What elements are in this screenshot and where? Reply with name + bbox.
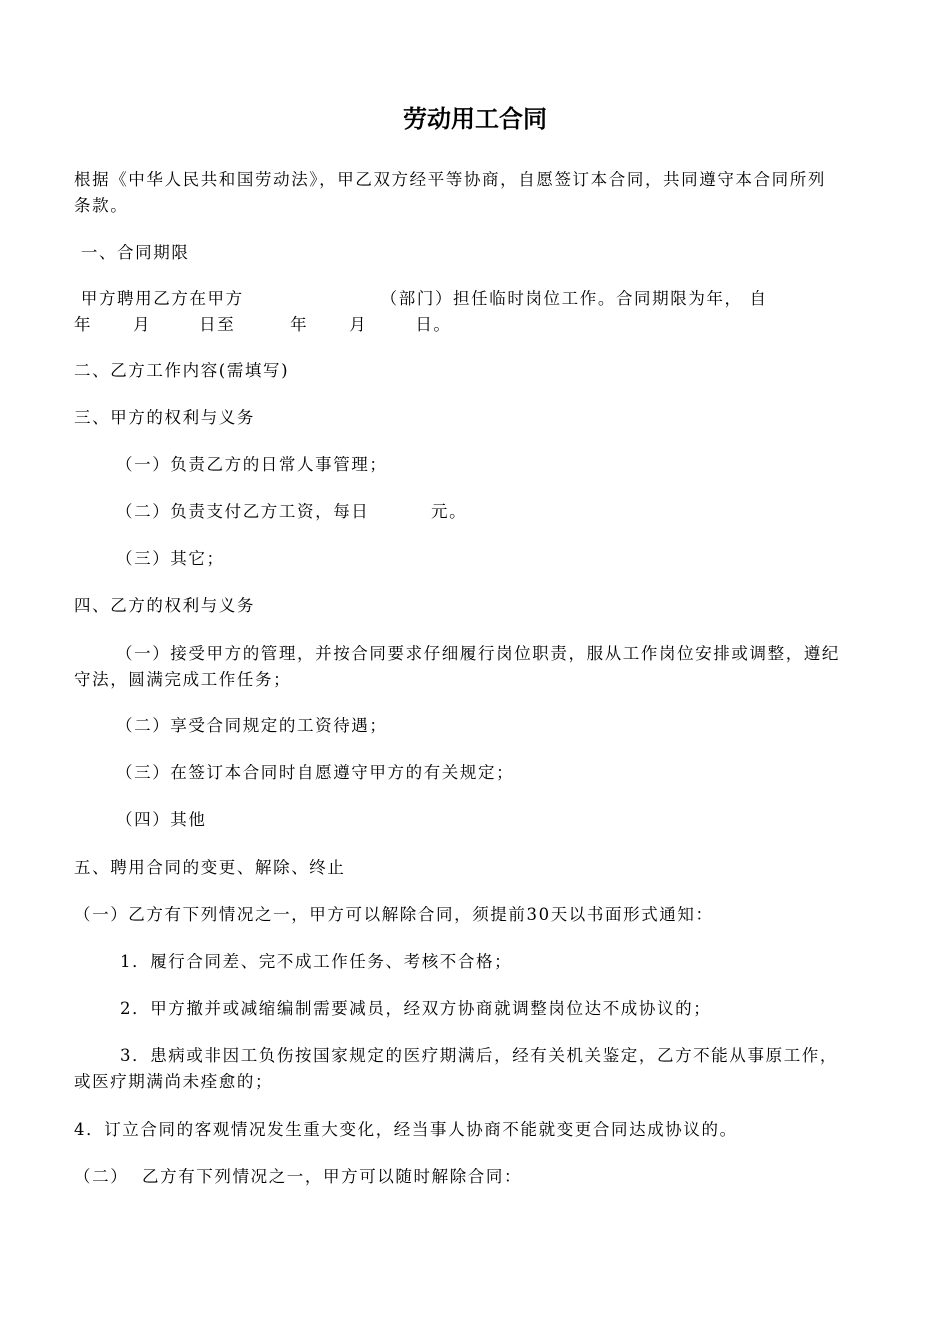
section-5-item-1: 1．履行合同差、完不成工作任务、考核不合格；: [120, 952, 513, 971]
section-4-item-3: （三）在签订本合同时自愿遵守甲方的有关规定；: [116, 763, 515, 782]
section-4-item-2: （二）享受合同规定的工资待遇；: [116, 716, 388, 735]
document-title: 劳动用工合同: [403, 105, 547, 133]
intro-line-1: 根据《中华人民共和国劳动法》，甲乙双方经平等协商，自愿签订本合同，共同遵守本合同所列: [74, 170, 826, 189]
section-2-heading: 二、乙方工作内容(需填写): [74, 361, 290, 380]
section-4-item-1-line-2: 守法，圆满完成工作任务；: [74, 670, 292, 689]
section-3-item-3: （三）其它；: [116, 549, 225, 568]
section-4-heading: 四、乙方的权利与义务: [74, 596, 255, 615]
intro-line-2: 条款。: [74, 196, 129, 215]
term-line-1: 甲方聘用乙方在甲方 （部门）担任临时岗位工作。合同期限为年， 自: [74, 289, 768, 308]
section-3-heading: 三、甲方的权利与义务: [74, 408, 255, 427]
section-3-item-1: （一）负责乙方的日常人事管理；: [116, 455, 388, 474]
section-5-item-2: 2．甲方撤并或减缩编制需要减员，经双方协商就调整岗位达不成协议的；: [120, 999, 712, 1018]
section-3-item-2: （二）负责支付乙方工资，每日 元。: [116, 502, 468, 521]
section-5-sub-2: （二） 乙方有下列情况之一，甲方可以随时解除合同：: [74, 1167, 523, 1186]
section-5-item-3-line-2: 或医疗期满尚未痊愈的；: [74, 1072, 274, 1091]
section-1-heading: 一、合同期限: [74, 243, 190, 262]
section-4-item-1-line-1: （一）接受甲方的管理，并按合同要求仔细履行岗位职责，服从工作岗位安排或调整，遵纪: [116, 644, 840, 663]
section-5-sub-1: （一）乙方有下列情况之一，甲方可以解除合同，须提前30天以书面形式通知：: [74, 905, 714, 924]
section-5-heading: 五、聘用合同的变更、解除、终止: [74, 858, 346, 877]
section-5-item-4: 4．订立合同的客观情况发生重大变化，经当事人协商不能就变更合同达成协议的。: [74, 1120, 738, 1139]
section-4-item-4: （四）其他: [116, 810, 207, 829]
section-5-item-3-line-1: 3．患病或非因工负伤按国家规定的医疗期满后，经有关机关鉴定，乙方不能从事原工作，: [120, 1046, 838, 1065]
term-line-2: 年 月 日至 年 月 日。: [74, 315, 452, 334]
